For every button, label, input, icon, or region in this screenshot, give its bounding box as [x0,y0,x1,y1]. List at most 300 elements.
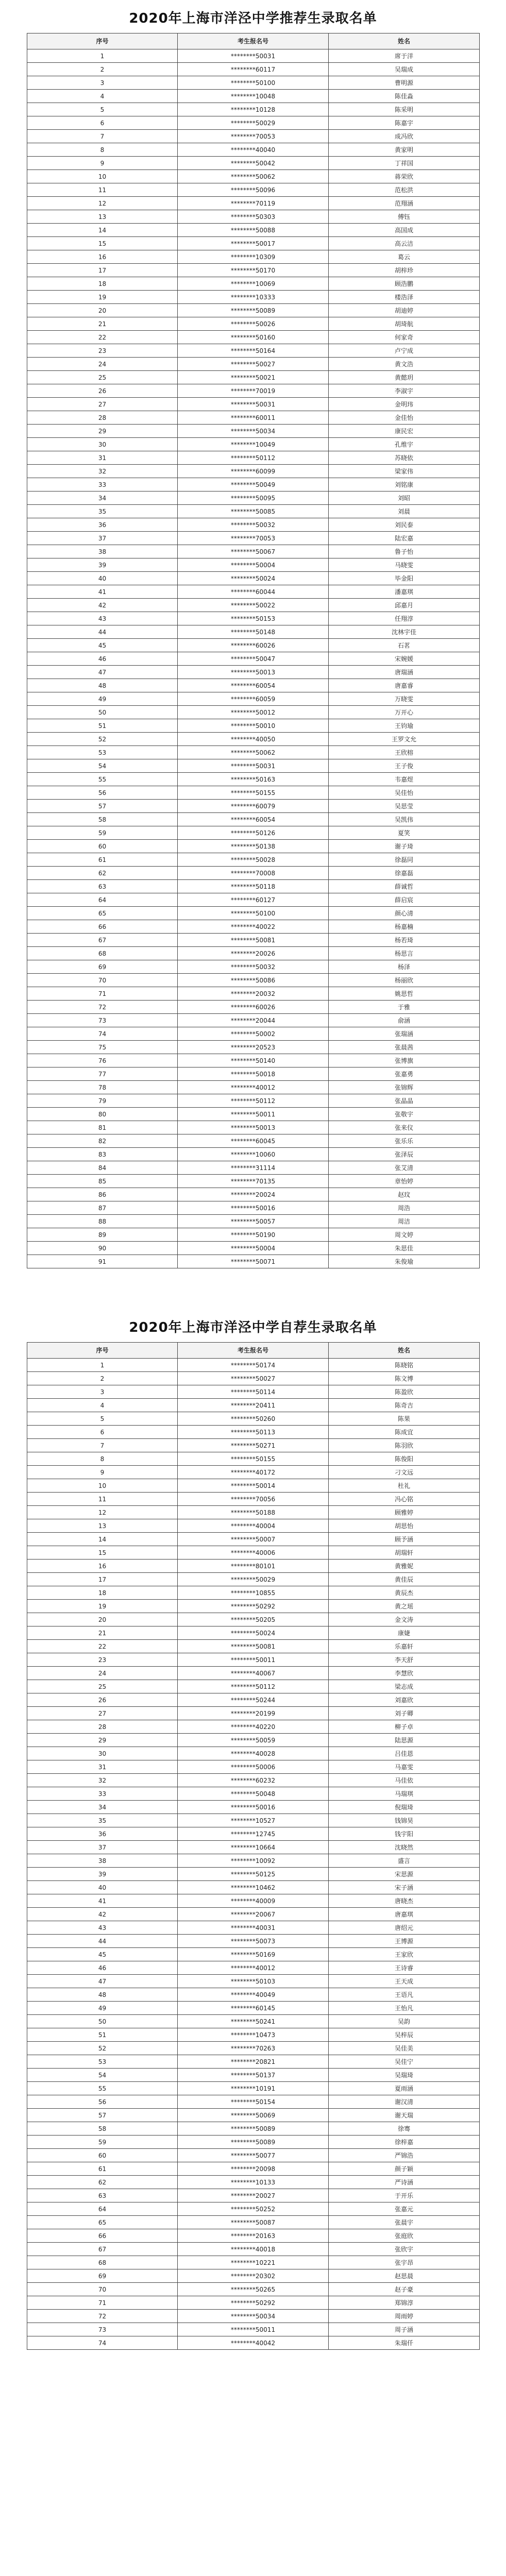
table-row [27,1519,480,1533]
student-name-cell: 张晶晶 [329,1094,480,1108]
row-index-cell: 32 [27,465,178,478]
table-row [27,599,480,612]
header-index: 序号 [27,1343,178,1359]
registration-number-cell: ********50089 [178,2122,329,2136]
table-row [27,920,480,934]
table-row [27,1667,480,1680]
table-row [27,76,480,90]
row-index-cell: 24 [27,358,178,371]
row-index-cell: 28 [27,1720,178,1734]
table-row [27,1359,480,1372]
row-index-cell: 29 [27,425,178,438]
registration-number-cell: ********40009 [178,1894,329,1908]
student-name-cell: 陈俊阳 [329,1452,480,1466]
registration-number-cell: ********10092 [178,1854,329,1868]
student-name-cell: 吴韵 [329,2015,480,2028]
row-index-cell: 9 [27,157,178,170]
table-row [27,867,480,880]
student-name-cell: 张泽辰 [329,1148,480,1161]
registration-number-cell: ********50073 [178,1935,329,1948]
student-name-cell: 陈羽欣 [329,1439,480,1452]
student-name-cell: 金明玮 [329,398,480,411]
registration-number-cell: ********40040 [178,143,329,157]
table-row [27,210,480,224]
row-index-cell: 37 [27,532,178,545]
registration-number-cell: ********50148 [178,625,329,639]
student-name-cell: 胡思怡 [329,1519,480,1533]
table-row [27,1653,480,1667]
table-row [27,478,480,492]
registration-number-cell: ********60059 [178,692,329,706]
student-name-cell: 黄雅妮 [329,1560,480,1573]
row-index-cell: 29 [27,1734,178,1747]
student-name-cell: 盛言 [329,1854,480,1868]
student-name-cell: 朱思佳 [329,1242,480,1255]
student-name-cell: 陈果 [329,1412,480,1426]
student-name-cell: 马瑞琪 [329,1787,480,1801]
table-row [27,773,480,786]
registration-number-cell: ********50016 [178,1801,329,1814]
table-row [27,1255,480,1268]
table-row [27,545,480,558]
row-index-cell: 67 [27,934,178,947]
row-index-cell: 58 [27,813,178,826]
row-index-cell: 20 [27,304,178,317]
row-index-cell: 62 [27,867,178,880]
table-row [27,1067,480,1081]
row-index-cell: 49 [27,692,178,706]
student-name-cell: 朱瑞仟 [329,2336,480,2350]
row-index-cell: 63 [27,2189,178,2202]
table-row [27,987,480,1001]
student-name-cell: 张瑞涵 [329,1027,480,1041]
row-index-cell: 22 [27,1640,178,1653]
student-name-cell: 朱俊瑜 [329,1255,480,1268]
student-name-cell: 周浩 [329,1201,480,1215]
row-index-cell: 41 [27,1894,178,1908]
row-index-cell: 75 [27,1041,178,1054]
table-row [27,304,480,317]
student-name-cell: 张晨宇 [329,2216,480,2229]
table-row [27,1372,480,1385]
registration-number-cell: ********10664 [178,1841,329,1854]
student-name-cell: 杨嘉楠 [329,920,480,934]
table-row [27,451,480,465]
table-row [27,558,480,572]
registration-number-cell: ********60117 [178,63,329,76]
student-name-cell: 王钧瑜 [329,719,480,733]
student-name-cell: 于雅 [329,1001,480,1014]
registration-number-cell: ********20523 [178,1041,329,1054]
student-name-cell: 范松洪 [329,183,480,197]
table-row [27,224,480,237]
row-index-cell: 50 [27,2015,178,2028]
row-index-cell: 72 [27,1001,178,1014]
registration-number-cell: ********40067 [178,1667,329,1680]
registration-number-cell: ********20044 [178,1014,329,1027]
student-name-cell: 宋婉媛 [329,652,480,666]
row-index-cell: 79 [27,1094,178,1108]
student-name-cell: 陆宏嘉 [329,532,480,545]
self-recommended-students-section [27,1313,479,2350]
table-row [27,1626,480,1640]
row-index-cell: 23 [27,1653,178,1667]
table-row [27,1854,480,1868]
table-row [27,639,480,652]
student-name-cell: 张乐乐 [329,1134,480,1148]
student-name-cell: 万晓雯 [329,692,480,706]
row-index-cell: 42 [27,599,178,612]
row-index-cell: 33 [27,478,178,492]
row-index-cell: 74 [27,1027,178,1041]
table-row [27,1412,480,1426]
registration-number-cell: ********80101 [178,1560,329,1573]
registration-number-cell: ********40049 [178,1988,329,2002]
registration-number-cell: ********20821 [178,2055,329,2069]
row-index-cell: 49 [27,2002,178,2015]
student-name-cell: 王怡凡 [329,2002,480,2015]
row-index-cell: 15 [27,1546,178,1560]
student-name-cell: 谢子琦 [329,840,480,853]
student-name-cell: 章怡婷 [329,1175,480,1188]
registration-number-cell: ********20024 [178,1188,329,1201]
registration-number-cell: ********50042 [178,157,329,170]
registration-number-cell: ********40031 [178,1921,329,1935]
row-index-cell: 38 [27,545,178,558]
table-row [27,1774,480,1787]
self-recommended-list-title: 2020年上海市洋泾中学自荐生录取名单 [129,1320,377,1335]
table-row [27,1975,480,1988]
row-index-cell: 43 [27,612,178,625]
registration-number-cell: ********50032 [178,518,329,532]
registration-number-cell: ********50057 [178,1215,329,1228]
student-name-cell: 陈采明 [329,103,480,116]
row-index-cell: 52 [27,2042,178,2055]
table-row [27,1560,480,1573]
row-index-cell: 32 [27,1774,178,1787]
row-index-cell: 35 [27,505,178,518]
row-index-cell: 47 [27,1975,178,1988]
table-row [27,1707,480,1720]
student-name-cell: 黄文浩 [329,358,480,371]
table-row [27,344,480,358]
table-row [27,1134,480,1148]
table-row [27,719,480,733]
row-index-cell: 82 [27,1134,178,1148]
table-row [27,1760,480,1774]
student-name-cell: 唐瑞涵 [329,666,480,679]
row-index-cell: 36 [27,1827,178,1841]
recommended-list-title: 2020年上海市洋泾中学推荐生录取名单 [129,11,377,26]
row-index-cell: 13 [27,210,178,224]
row-index-cell: 80 [27,1108,178,1121]
table-row [27,1452,480,1466]
table-row [27,2323,480,2336]
registration-number-cell: ********50190 [178,1228,329,1242]
registration-number-cell: ********50027 [178,1372,329,1385]
student-name-cell: 乐嘉轩 [329,1640,480,1653]
header-name: 姓名 [329,1343,480,1359]
registration-number-cell: ********50010 [178,719,329,733]
row-index-cell: 63 [27,880,178,893]
table-row [27,625,480,639]
row-index-cell: 61 [27,853,178,867]
row-index-cell: 27 [27,1707,178,1720]
table-row [27,1613,480,1626]
student-name-cell: 徐嘉磊 [329,867,480,880]
table-row [27,492,480,505]
row-index-cell: 46 [27,652,178,666]
registration-number-cell: ********50292 [178,1600,329,1613]
registration-number-cell: ********50013 [178,666,329,679]
table-row [27,1734,480,1747]
header-registration-number: 考生报名号 [178,1343,329,1359]
student-name-cell: 高云洁 [329,237,480,250]
student-name-cell: 郑锦淳 [329,2296,480,2310]
student-name-cell: 姚思哲 [329,987,480,1001]
row-index-cell: 11 [27,183,178,197]
registration-number-cell: ********50100 [178,76,329,90]
row-index-cell: 12 [27,197,178,210]
registration-number-cell: ********10048 [178,90,329,103]
student-name-cell: 潘嘉琪 [329,585,480,599]
registration-number-cell: ********50169 [178,1948,329,1961]
row-index-cell: 60 [27,840,178,853]
table-row [27,532,480,545]
student-name-cell: 王子俊 [329,759,480,773]
registration-number-cell: ********50034 [178,425,329,438]
table-row [27,666,480,679]
table-row [27,2136,480,2149]
registration-number-cell: ********20163 [178,2229,329,2243]
student-name-cell: 吴瑞成 [329,63,480,76]
registration-number-cell: ********50024 [178,572,329,585]
student-name-cell: 于开乐 [329,2189,480,2202]
table-row [27,1573,480,1586]
registration-number-cell: ********50059 [178,1734,329,1747]
header-name: 姓名 [329,33,480,49]
registration-number-cell: ********40022 [178,920,329,934]
student-name-cell: 张博旗 [329,1054,480,1067]
table-row [27,1908,480,1921]
table-row [27,49,480,63]
table-row [27,1814,480,1827]
table-row [27,1014,480,1027]
table-row [27,880,480,893]
row-index-cell: 33 [27,1787,178,1801]
table-row [27,2336,480,2350]
row-index-cell: 27 [27,398,178,411]
student-name-cell: 吕佳恩 [329,1747,480,1760]
row-index-cell: 45 [27,639,178,652]
student-name-cell: 王罗文允 [329,733,480,746]
row-index-cell: 87 [27,1201,178,1215]
table-row [27,1506,480,1519]
table-row [27,1201,480,1215]
row-index-cell: 2 [27,63,178,76]
table-row [27,2162,480,2176]
registration-number-cell: ********20302 [178,2269,329,2283]
student-name-cell: 刘民泰 [329,518,480,532]
registration-number-cell: ********10221 [178,2256,329,2269]
registration-number-cell: ********50088 [178,224,329,237]
row-index-cell: 55 [27,773,178,786]
registration-number-cell: ********70056 [178,1493,329,1506]
student-name-cell: 杨若琦 [329,934,480,947]
row-index-cell: 21 [27,317,178,331]
student-name-cell: 葛云 [329,250,480,264]
row-index-cell: 31 [27,451,178,465]
student-name-cell: 刘晨 [329,505,480,518]
table-row [27,317,480,331]
row-index-cell: 42 [27,1908,178,1921]
registration-number-cell: ********70008 [178,867,329,880]
student-name-cell: 周洁 [329,1215,480,1228]
registration-number-cell: ********50170 [178,264,329,277]
registration-number-cell: ********50029 [178,1573,329,1586]
registration-number-cell: ********20411 [178,1399,329,1412]
row-index-cell: 67 [27,2243,178,2256]
table-row [27,786,480,800]
row-index-cell: 25 [27,1680,178,1693]
registration-number-cell: ********20027 [178,2189,329,2202]
row-index-cell: 69 [27,2269,178,2283]
table-row [27,800,480,813]
registration-number-cell: ********50026 [178,317,329,331]
row-index-cell: 50 [27,706,178,719]
registration-number-cell: ********50027 [178,358,329,371]
table-row [27,1242,480,1255]
student-name-cell: 楼浩泽 [329,291,480,304]
table-row [27,1935,480,1948]
table-row [27,853,480,867]
table-row [27,1439,480,1452]
row-index-cell: 57 [27,2109,178,2122]
registration-number-cell: ********50089 [178,304,329,317]
table-row [27,130,480,143]
self-recommended-students-table [27,1342,480,2350]
row-index-cell: 7 [27,1439,178,1452]
student-name-cell: 蒋荣欣 [329,170,480,183]
table-row [27,947,480,960]
student-name-cell: 严诗涵 [329,2176,480,2189]
row-index-cell: 43 [27,1921,178,1935]
table-row [27,143,480,157]
row-index-cell: 5 [27,1412,178,1426]
registration-number-cell: ********50011 [178,1108,329,1121]
table-row [27,1600,480,1613]
student-name-cell: 顾浩鹏 [329,277,480,291]
row-index-cell: 8 [27,143,178,157]
table-row [27,237,480,250]
table-row [27,2269,480,2283]
student-name-cell: 康民宏 [329,425,480,438]
registration-number-cell: ********31114 [178,1161,329,1175]
student-name-cell: 张嘉勇 [329,1067,480,1081]
registration-number-cell: ********12745 [178,1827,329,1841]
row-index-cell: 60 [27,2149,178,2162]
table-row [27,692,480,706]
registration-number-cell: ********50241 [178,2015,329,2028]
table-row [27,1148,480,1161]
row-index-cell: 56 [27,2095,178,2109]
student-name-cell: 张宇昂 [329,2256,480,2269]
registration-number-cell: ********50292 [178,2296,329,2310]
student-name-cell: 吴佳宁 [329,2055,480,2069]
student-name-cell: 赵子豪 [329,2283,480,2296]
row-index-cell: 1 [27,49,178,63]
table-row [27,706,480,719]
table-row [27,2055,480,2069]
student-name-cell: 高国成 [329,224,480,237]
registration-number-cell: ********50077 [178,2149,329,2162]
table-row [27,250,480,264]
registration-number-cell: ********10133 [178,2176,329,2189]
table-row [27,1175,480,1188]
row-index-cell: 6 [27,1426,178,1439]
student-name-cell: 黄之瑶 [329,1600,480,1613]
student-name-cell: 张锦辉 [329,1081,480,1094]
table-row [27,2069,480,2082]
row-index-cell: 71 [27,2296,178,2310]
student-name-cell: 李慧欣 [329,1667,480,1680]
student-name-cell: 杜礼 [329,1479,480,1493]
table-row [27,813,480,826]
registration-number-cell: ********50205 [178,1613,329,1626]
registration-number-cell: ********50012 [178,706,329,719]
registration-number-cell: ********50031 [178,49,329,63]
row-index-cell: 19 [27,291,178,304]
table-row [27,358,480,371]
registration-number-cell: ********50112 [178,451,329,465]
student-name-cell: 鲁子怡 [329,545,480,558]
student-name-cell: 顾雅婷 [329,1506,480,1519]
row-index-cell: 25 [27,371,178,384]
table-row [27,438,480,451]
student-name-cell: 陈成宜 [329,1426,480,1439]
row-index-cell: 8 [27,1452,178,1466]
registration-number-cell: ********50031 [178,398,329,411]
row-index-cell: 71 [27,987,178,1001]
registration-number-cell: ********50155 [178,1452,329,1466]
registration-number-cell: ********60079 [178,800,329,813]
table-row [27,1081,480,1094]
table-row [27,2028,480,2042]
registration-number-cell: ********10069 [178,277,329,291]
registration-number-cell: ********10333 [178,291,329,304]
registration-number-cell: ********60011 [178,411,329,425]
table-row [27,103,480,116]
registration-number-cell: ********50011 [178,1653,329,1667]
student-name-cell: 宋思源 [329,1868,480,1881]
table-row [27,1747,480,1760]
registration-number-cell: ********50126 [178,826,329,840]
student-name-cell: 陈嘉宇 [329,116,480,130]
row-index-cell: 21 [27,1626,178,1640]
student-name-cell: 吴佳怡 [329,786,480,800]
table-row [27,1921,480,1935]
table-row [27,1215,480,1228]
registration-number-cell: ********50022 [178,599,329,612]
registration-number-cell: ********50265 [178,2283,329,2296]
row-index-cell: 57 [27,800,178,813]
row-index-cell: 26 [27,384,178,398]
row-index-cell: 51 [27,719,178,733]
student-name-cell: 马嘉雯 [329,1760,480,1774]
student-name-cell: 张晨茜 [329,1041,480,1054]
row-index-cell: 4 [27,90,178,103]
registration-number-cell: ********10309 [178,250,329,264]
